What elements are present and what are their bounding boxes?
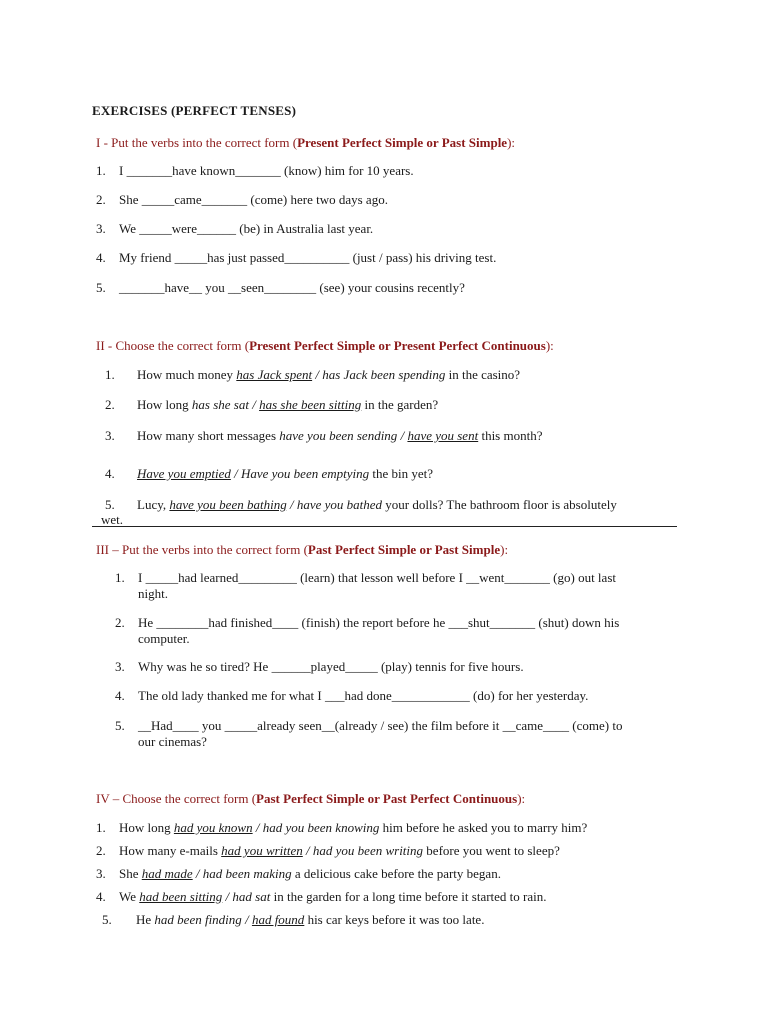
s4-item-3: [96, 866, 501, 882]
s4-item-1: [96, 820, 588, 836]
answer-option-selected: had made: [141, 866, 193, 881]
item-number: 4.: [96, 250, 106, 265]
answer-option-selected: Have you emptied: [137, 466, 231, 481]
item-text-before: How long: [137, 397, 192, 412]
option-separator: /: [252, 820, 263, 835]
s1-item-2: [96, 192, 388, 208]
item-text-after: this month?: [478, 428, 543, 443]
item-text-after: him before he asked you to marry him?: [379, 820, 588, 835]
option-separator: /: [302, 843, 313, 858]
item-text: __Had____ you _____already seen__(already / see) the film before it __came____ (come) to: [138, 718, 623, 733]
s1-item-1: [96, 163, 414, 179]
item-number: 4.: [115, 688, 125, 703]
answer-option-selected: had you known: [173, 820, 253, 835]
option-separator: /: [397, 428, 408, 443]
item-text: Why was he so tired? He ______played_____ (play) tennis for five hours.: [138, 659, 524, 674]
item-text-after: before you went to sleep?: [423, 843, 560, 858]
item-text-line-2: computer.: [138, 631, 190, 646]
answer-option-selected: had found: [251, 912, 305, 927]
s2-item-4: [105, 466, 434, 482]
item-text-after: the bin yet?: [369, 466, 434, 481]
item-number: 3.: [105, 428, 115, 443]
item-text-before: We: [119, 889, 140, 904]
answer-option-selected: had been sitting: [139, 889, 223, 904]
answer-option-selected: has she been sitting: [259, 397, 362, 412]
section-4-heading: [96, 791, 525, 807]
section-2-bold: Present Perfect Simple or Present Perfect Continuous: [249, 338, 546, 353]
item-number: 1.: [115, 570, 125, 585]
s3-item-1: [115, 570, 616, 601]
option-separator: /: [312, 367, 323, 382]
item-number: 2.: [96, 192, 106, 207]
answer-option-selected: has Jack spent: [236, 367, 313, 382]
answer-option: had sat: [232, 889, 271, 904]
answer-option: has Jack been spending: [322, 367, 446, 382]
item-number: 5.: [102, 912, 112, 927]
item-text-before: She: [119, 866, 142, 881]
option-separator: /: [248, 397, 260, 412]
item-text: She _____came_______ (come) here two days ago.: [119, 192, 388, 207]
s2-item-2: [105, 397, 439, 413]
section-divider: [92, 526, 677, 527]
s2-item-5: [105, 497, 617, 513]
section-3-bold: Past Perfect Simple or Past Simple: [307, 542, 501, 557]
item-text: He ________had finished____ (finish) the report before he ___shut_______ (shut) down his: [138, 615, 620, 630]
section-3-heading: [96, 542, 508, 558]
section-3-prefix: III – Put the verbs into the correct form (: [96, 542, 308, 557]
item-number: 3.: [96, 221, 106, 236]
s4-item-2: [96, 843, 560, 859]
item-number: 2.: [96, 843, 106, 858]
item-text: I _______have known_______ (know) him for 10 years.: [119, 163, 414, 178]
s3-item-5: [115, 718, 623, 749]
answer-option: had been making: [202, 866, 292, 881]
answer-option: had been finding: [154, 912, 242, 927]
item-text-line-2: our cinemas?: [138, 734, 207, 749]
answer-option: has she sat: [191, 397, 249, 412]
item-text-before: He: [136, 912, 155, 927]
section-2-heading: [96, 338, 554, 354]
item-text-before: How many e-mails: [119, 843, 222, 858]
item-number: 5.: [105, 497, 115, 512]
s1-item-3: [96, 221, 374, 237]
item-number: 5.: [115, 718, 125, 733]
item-text: I _____had learned_________ (learn) that lesson well before I __went_______ (go) out last: [138, 570, 616, 585]
item-text-before: How many short messages: [137, 428, 280, 443]
option-separator: /: [230, 466, 241, 481]
option-separator: /: [222, 889, 233, 904]
s4-item-4: [96, 889, 547, 905]
s3-item-4: [115, 688, 589, 704]
s3-item-2: [115, 615, 620, 646]
option-separator: /: [286, 497, 297, 512]
s1-item-4: [96, 250, 497, 266]
item-number: 1.: [96, 163, 106, 178]
answer-option: had you been knowing: [262, 820, 380, 835]
item-number: 3.: [115, 659, 125, 674]
s2-item-1: [105, 367, 521, 383]
section-1-prefix: I - Put the verbs into the correct form (: [96, 135, 298, 150]
item-number: 1.: [105, 367, 115, 382]
item-text-after: in the casino?: [445, 367, 521, 382]
s4-item-5: [102, 912, 485, 928]
item-text-before: How long: [119, 820, 174, 835]
s2-item-3: [105, 428, 543, 444]
item-text: _______have__ you __seen________ (see) your cousins recently?: [119, 280, 465, 295]
item-number: 2.: [105, 397, 115, 412]
answer-option-selected: have you been bathing: [169, 497, 287, 512]
s3-item-3: [115, 659, 524, 675]
section-1-suffix: ):: [507, 135, 516, 150]
item-text: We _____were______ (be) in Australia last year.: [119, 221, 374, 236]
item-number: 1.: [96, 820, 106, 835]
option-separator: /: [192, 866, 203, 881]
section-3-suffix: ):: [500, 542, 509, 557]
item-text-after: a delicious cake before the party began.: [291, 866, 501, 881]
section-4-suffix: ):: [517, 791, 526, 806]
s1-item-5: [96, 280, 465, 296]
answer-option: have you been sending: [279, 428, 398, 443]
section-2-suffix: ):: [545, 338, 554, 353]
item-number: 2.: [115, 615, 125, 630]
item-number: 5.: [96, 280, 106, 295]
option-separator: /: [241, 912, 252, 927]
page-title: EXERCISES (PERFECT TENSES): [92, 103, 297, 118]
s2-item-5-continuation: wet.: [101, 512, 124, 527]
section-2-prefix: II - Choose the correct form (: [96, 338, 250, 353]
section-4-bold: Past Perfect Simple or Past Perfect Continuous: [256, 791, 518, 806]
item-number: 4.: [105, 466, 115, 481]
item-number: 3.: [96, 866, 106, 881]
answer-option: had you been writing: [312, 843, 424, 858]
item-text-line-2: night.: [138, 586, 168, 601]
item-text-after: your dolls? The bathroom floor is absolutely: [382, 497, 617, 512]
item-text-before: Lucy,: [137, 497, 170, 512]
answer-option: Have you been emptying: [240, 466, 370, 481]
item-text-after: in the garden?: [361, 397, 439, 412]
item-text-after: in the garden for a long time before it started to rain.: [270, 889, 547, 904]
section-1-heading: [96, 135, 515, 151]
answer-option: have you bathed: [296, 497, 383, 512]
item-text: The old lady thanked me for what I ___had done____________ (do) for her yesterday.: [138, 688, 589, 703]
item-text-before: How much money: [137, 367, 237, 382]
section-4-prefix: IV – Choose the correct form (: [96, 791, 257, 806]
item-number: 4.: [96, 889, 106, 904]
answer-option-selected: have you sent: [407, 428, 479, 443]
answer-option-selected: had you written: [221, 843, 303, 858]
item-text-after: his car keys before it was too late.: [304, 912, 485, 927]
section-1-bold: Present Perfect Simple or Past Simple: [297, 135, 508, 150]
item-text: My friend _____has just passed__________ (just / pass) his driving test.: [119, 250, 497, 265]
